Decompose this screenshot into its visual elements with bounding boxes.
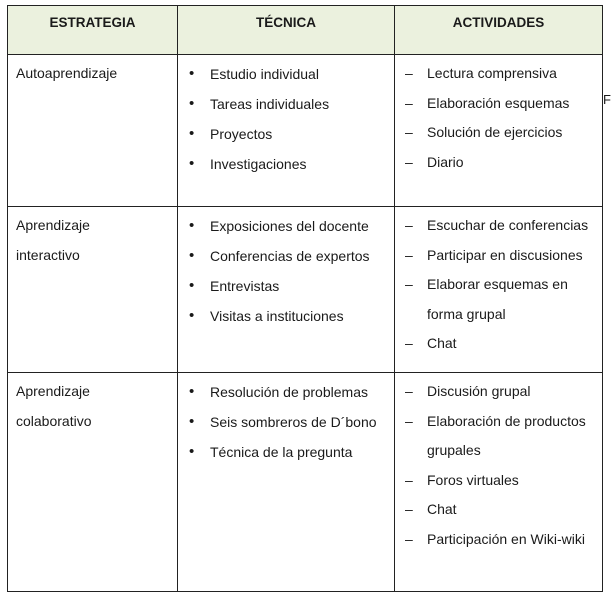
activity-cell xyxy=(395,55,603,207)
technique-item: • Estudio individual xyxy=(178,59,394,89)
activity-cell xyxy=(395,373,603,592)
strategy-name: Aprendizaje xyxy=(16,217,90,233)
activity-item: – Lectura comprensiva xyxy=(395,59,602,89)
technique-cell xyxy=(178,55,395,207)
activity-item: – Elaboración de productos grupales xyxy=(395,407,602,466)
strategy-cell xyxy=(8,55,178,207)
strategy-name: Autoaprendizaje xyxy=(16,65,118,81)
table-row xyxy=(8,207,603,373)
technique-item: • Investigaciones xyxy=(178,149,394,179)
activity-item: – Participar en discusiones xyxy=(395,241,602,271)
technique-item: • Conferencias de expertos xyxy=(178,241,394,271)
table-row xyxy=(8,55,603,207)
technique-item: • Exposiciones del docente xyxy=(178,211,394,241)
activity-item: – Chat xyxy=(395,329,602,359)
activity-item: – Diario xyxy=(395,148,602,178)
table-row xyxy=(8,373,603,592)
strategies-table xyxy=(7,5,603,592)
header-tecnica: TÉCNICA xyxy=(178,6,395,55)
header-row xyxy=(8,6,603,55)
technique-cell xyxy=(178,207,395,373)
technique-item: • Técnica de la pregunta xyxy=(178,437,394,467)
strategy-cell xyxy=(8,207,178,373)
activity-item: – Elaboración esquemas xyxy=(395,89,602,119)
header-actividades: ACTIVIDADES xyxy=(395,6,603,55)
technique-item: • Visitas a instituciones xyxy=(178,301,394,331)
activity-item: – Elaborar esquemas en forma grupal xyxy=(395,270,602,329)
technique-item: • Tareas individuales xyxy=(178,89,394,119)
strategy-name-cont: colaborativo xyxy=(16,412,92,429)
technique-item: • Resolución de problemas xyxy=(178,377,394,407)
activity-item: – Escuchar de conferencias xyxy=(395,211,602,241)
strategy-name: Aprendizaje xyxy=(16,383,90,399)
activity-item: – Solución de ejercicios xyxy=(395,118,602,148)
activity-item: – Foros virtuales xyxy=(395,466,602,496)
technique-item: • Entrevistas xyxy=(178,271,394,301)
technique-item: • Proyectos xyxy=(178,119,394,149)
activity-cell xyxy=(395,207,603,373)
strategy-name-cont: interactivo xyxy=(16,246,80,263)
activity-item: – Chat xyxy=(395,495,602,525)
technique-cell xyxy=(178,373,395,592)
technique-item: • Seis sombreros de D´bono xyxy=(178,407,394,437)
header-estrategia: ESTRATEGIA xyxy=(8,6,178,55)
activity-item: – Participación en Wiki-wiki xyxy=(395,525,602,555)
stray-character: F xyxy=(603,92,611,107)
strategy-cell xyxy=(8,373,178,592)
activity-item: – Discusión grupal xyxy=(395,377,602,407)
